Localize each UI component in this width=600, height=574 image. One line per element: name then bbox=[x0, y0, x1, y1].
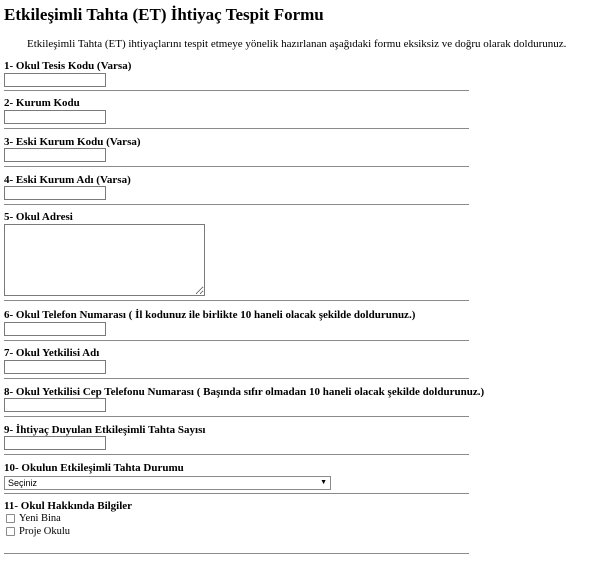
label-tahta-durumu: 10- Okulun Etkileşimli Tahta Durumu bbox=[4, 462, 184, 474]
checkbox-icon[interactable] bbox=[6, 527, 15, 536]
separator bbox=[4, 204, 469, 205]
yetkili-cep-telefonu-input[interactable] bbox=[4, 398, 106, 412]
tahta-sayisi-input[interactable] bbox=[4, 436, 106, 450]
label-okul-yetkilisi-adi: 7- Okul Yetkilisi Adı bbox=[4, 347, 100, 359]
kurum-kodu-input[interactable] bbox=[4, 110, 106, 124]
separator bbox=[4, 128, 469, 129]
checkbox-label: Yeni Bina bbox=[19, 513, 61, 524]
separator bbox=[4, 553, 469, 554]
checkbox-proje-okulu[interactable] bbox=[6, 526, 70, 537]
label-okul-telefon: 6- Okul Telefon Numarası ( İl kodunuz ile birlikte 10 haneli olacak şekilde doldurunuz.) bbox=[4, 309, 416, 321]
okul-telefon-input[interactable] bbox=[4, 322, 106, 336]
eski-kurum-kodu-input[interactable] bbox=[4, 148, 106, 162]
label-tahta-sayisi: 9- İhtiyaç Duyulan Etkileşimli Tahta Sayısı bbox=[4, 424, 206, 436]
okul-adresi-textarea[interactable] bbox=[4, 224, 205, 296]
okul-yetkilisi-adi-input[interactable] bbox=[4, 360, 106, 374]
select-value: Seçiniz bbox=[8, 478, 38, 488]
separator bbox=[4, 300, 469, 301]
separator bbox=[4, 340, 469, 341]
separator bbox=[4, 454, 469, 455]
okul-tesis-kodu-input[interactable] bbox=[4, 73, 106, 87]
tahta-durumu-select[interactable] bbox=[4, 476, 331, 490]
separator bbox=[4, 416, 469, 417]
separator bbox=[4, 493, 469, 494]
label-kurum-kodu: 2- Kurum Kodu bbox=[4, 97, 80, 109]
label-okul-tesis-kodu: 1- Okul Tesis Kodu (Varsa) bbox=[4, 60, 132, 72]
form-intro: Etkileşimli Tahta (ET) ihtiyaçlarını tespit etmeye yönelik hazırlanan aşağıdaki formu eksiksiz ve doğru olarak doldurunuz. bbox=[27, 38, 567, 50]
separator bbox=[4, 90, 469, 91]
page-title: Etkileşimli Tahta (ET) İhtiyaç Tespit Formu bbox=[4, 5, 324, 24]
checkbox-icon[interactable] bbox=[6, 514, 15, 523]
label-okul-adresi: 5- Okul Adresi bbox=[4, 211, 73, 223]
separator bbox=[4, 166, 469, 167]
eski-kurum-adi-input[interactable] bbox=[4, 186, 106, 200]
label-eski-kurum-adi: 4- Eski Kurum Adı (Varsa) bbox=[4, 174, 131, 186]
dropdown-arrow-icon: ▼ bbox=[320, 479, 327, 486]
separator bbox=[4, 378, 469, 379]
label-eski-kurum-kodu: 3- Eski Kurum Kodu (Varsa) bbox=[4, 136, 141, 148]
label-yetkili-cep-telefonu: 8- Okul Yetkilisi Cep Telefonu Numarası ( Başında sıfır olmadan 10 haneli olacak şekilde doldurunuz.) bbox=[4, 386, 485, 398]
checkbox-label: Proje Okulu bbox=[19, 526, 71, 537]
checkbox-yeni-bina[interactable] bbox=[6, 513, 61, 524]
label-okul-hakkinda: 11- Okul Hakkında Bilgiler bbox=[4, 500, 133, 512]
